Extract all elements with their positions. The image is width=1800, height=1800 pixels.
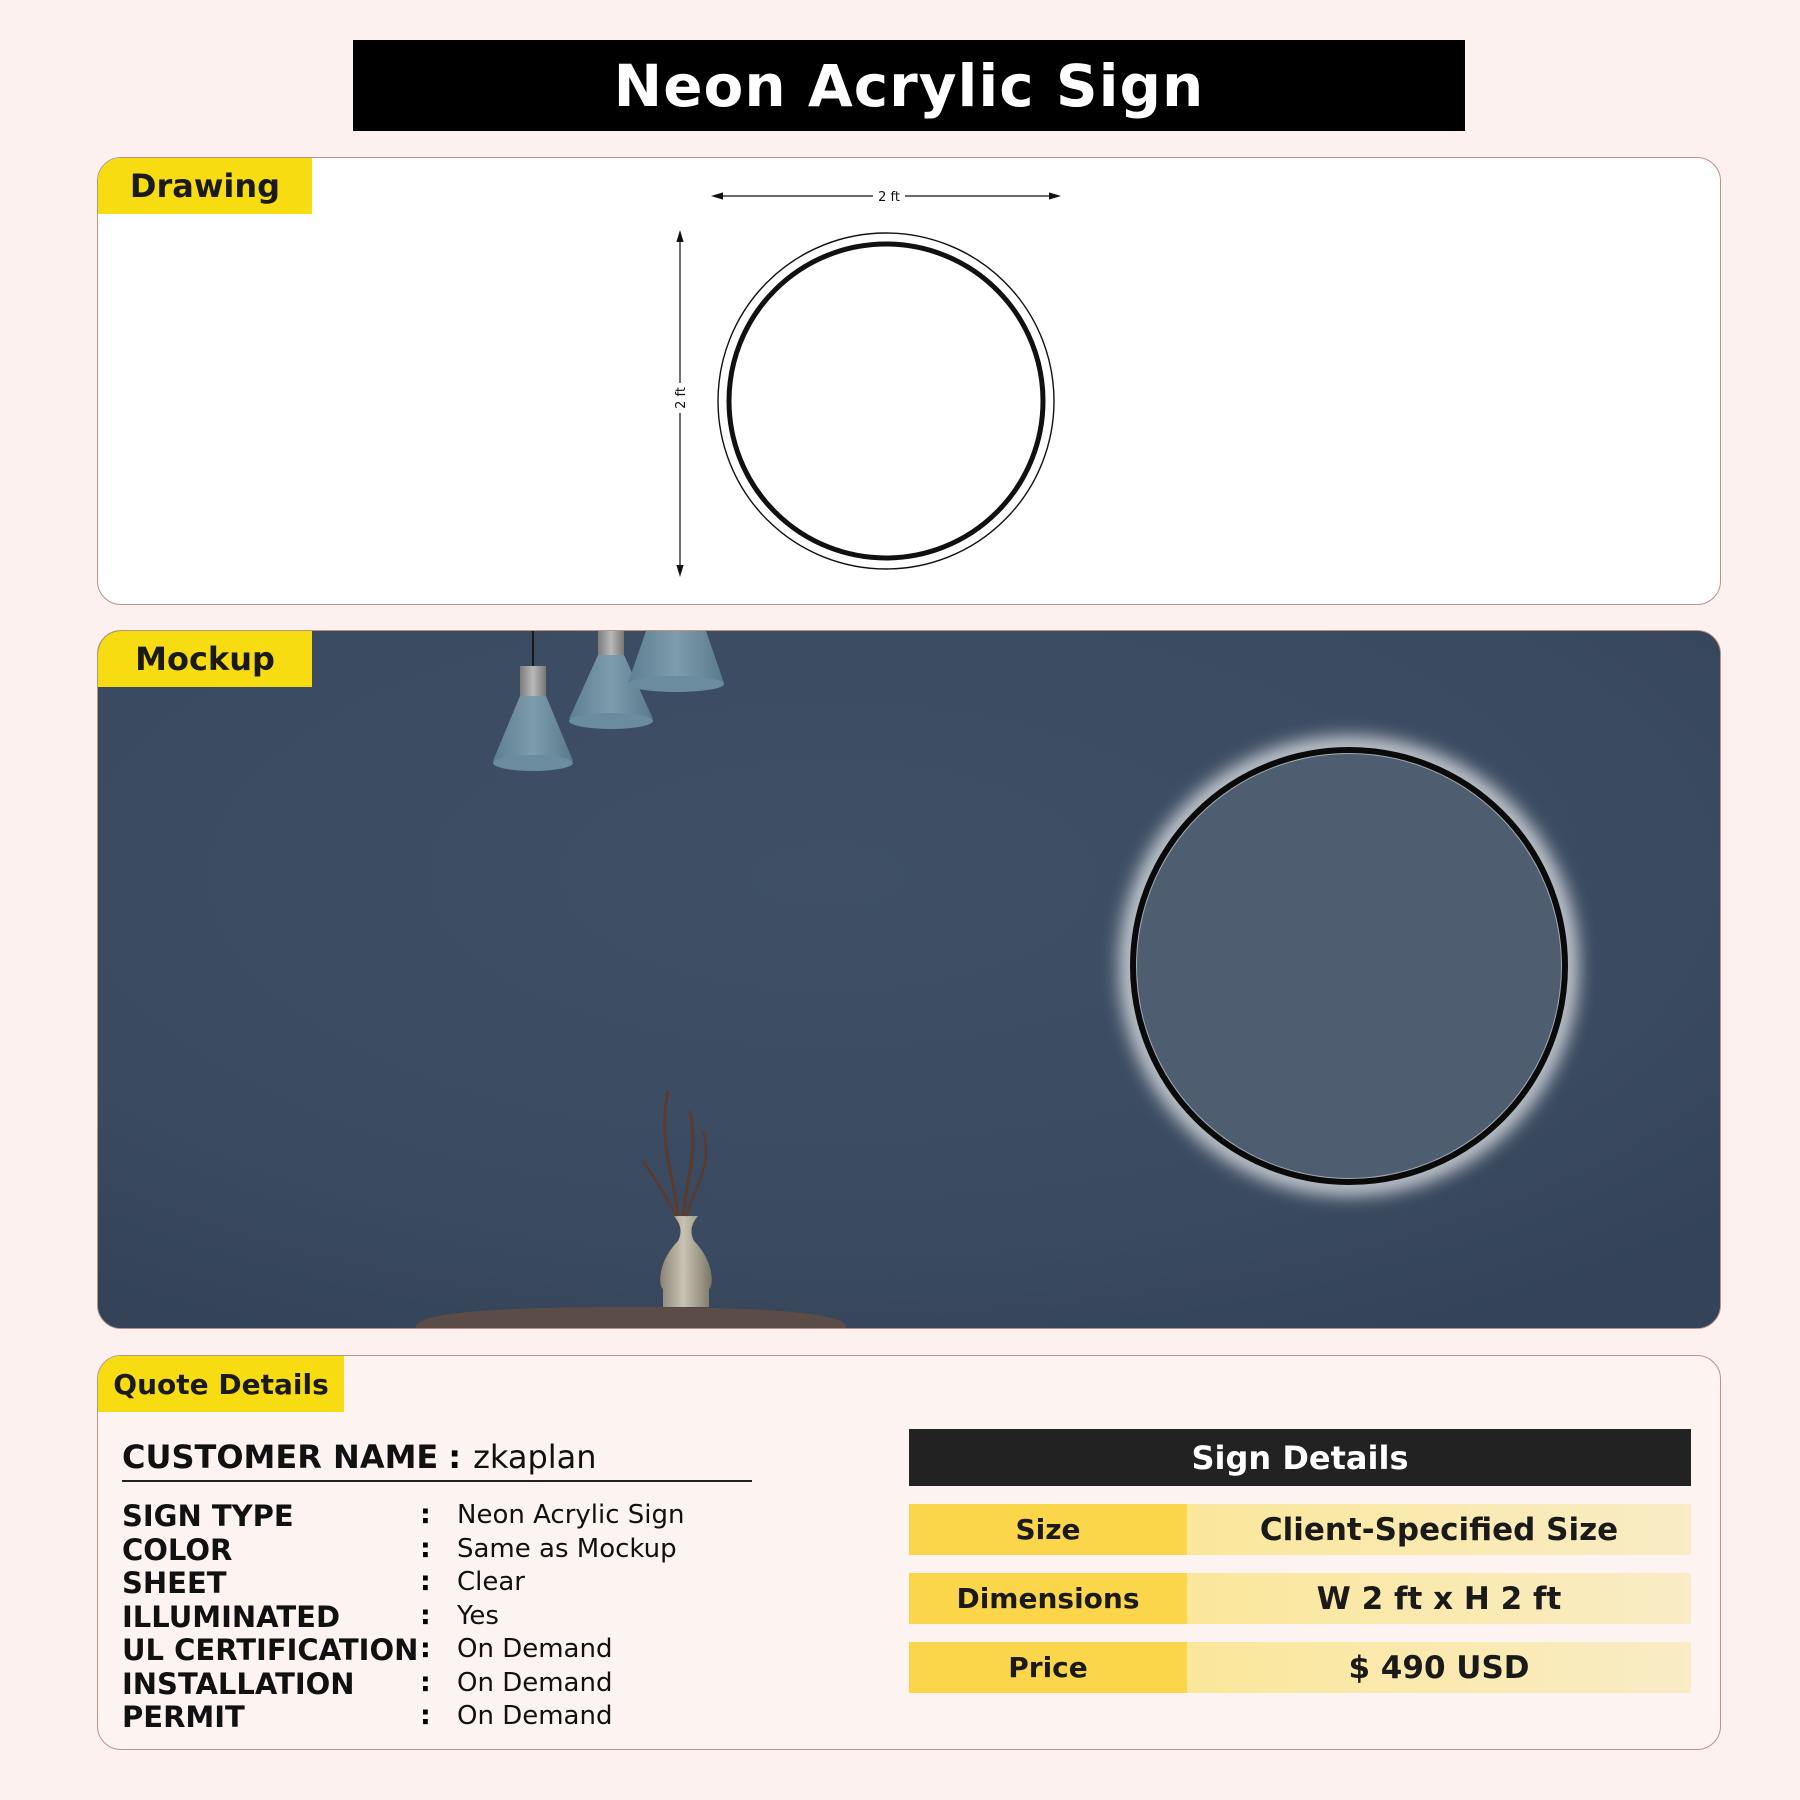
quote-panel — [97, 1355, 1721, 1750]
spec-value: Clear — [457, 1567, 525, 1597]
neon-sign-mockup — [1131, 748, 1567, 1184]
spec-value: Neon Acrylic Sign — [457, 1500, 685, 1530]
spec-label: ILLUMINATED — [122, 1599, 341, 1634]
outer-acrylic-circle — [718, 233, 1054, 569]
sign-details-table — [909, 1429, 1691, 1693]
spec-list — [122, 1499, 762, 1734]
spec-colon: : — [420, 1566, 431, 1597]
spec-label: PERMIT — [122, 1700, 245, 1734]
sign-details-value: Client-Specified Size — [1187, 1504, 1691, 1555]
neon-ring — [729, 244, 1043, 558]
spec-label: SHEET — [122, 1566, 227, 1600]
spec-label: INSTALLATION — [122, 1666, 355, 1701]
spec-row-sheet — [122, 1566, 762, 1600]
sign-details-key: Size — [909, 1504, 1187, 1555]
sign-details-row-size — [909, 1504, 1691, 1555]
spec-value: Yes — [457, 1600, 499, 1631]
sign-details-value: $ 490 USD — [1187, 1642, 1691, 1693]
technical-drawing — [98, 158, 1721, 605]
spec-row-permit — [122, 1700, 762, 1734]
customer-name-colon: : — [448, 1438, 462, 1476]
spec-label: COLOR — [122, 1532, 233, 1567]
spec-row-color — [122, 1533, 762, 1567]
spec-value: Same as Mockup — [457, 1533, 677, 1564]
width-label: 2 ft — [878, 190, 900, 205]
height-label: 2 ft — [674, 387, 689, 409]
spec-colon: : — [420, 1666, 431, 1698]
spec-label: SIGN TYPE — [122, 1499, 294, 1533]
customer-name-value: zkaplan — [473, 1438, 597, 1476]
sign-details-key: Dimensions — [909, 1573, 1187, 1624]
spec-row-sign-type — [122, 1499, 762, 1533]
spec-value: On Demand — [457, 1634, 613, 1664]
spec-row-installation — [122, 1667, 762, 1701]
sign-details-row-dimensions — [909, 1573, 1691, 1624]
spec-row-illuminated — [122, 1600, 762, 1634]
spec-colon: : — [420, 1599, 431, 1631]
drawing-tag: Drawing — [98, 158, 312, 214]
mockup-panel — [97, 630, 1721, 1329]
spec-value: On Demand — [457, 1667, 613, 1698]
customer-name-row — [122, 1438, 752, 1482]
spec-value: On Demand — [457, 1701, 613, 1731]
spec-label: UL CERTIFICATION — [122, 1633, 419, 1667]
spec-colon: : — [420, 1700, 431, 1731]
page-title: Neon Acrylic Sign — [353, 40, 1465, 131]
sign-details-key: Price — [909, 1642, 1187, 1693]
spec-colon: : — [420, 1633, 431, 1664]
spec-colon: : — [420, 1532, 431, 1564]
spec-colon: : — [420, 1499, 431, 1530]
spec-row-ul-certification — [122, 1633, 762, 1667]
sign-details-row-price — [909, 1642, 1691, 1693]
mockup-scene — [98, 631, 1721, 1329]
sign-details-header: Sign Details — [909, 1429, 1691, 1486]
sign-details-value: W 2 ft x H 2 ft — [1187, 1573, 1691, 1624]
quote-tag: Quote Details — [98, 1356, 344, 1412]
drawing-panel — [97, 157, 1721, 605]
customer-name-label: CUSTOMER NAME — [122, 1438, 439, 1476]
mockup-tag: Mockup — [98, 631, 312, 687]
